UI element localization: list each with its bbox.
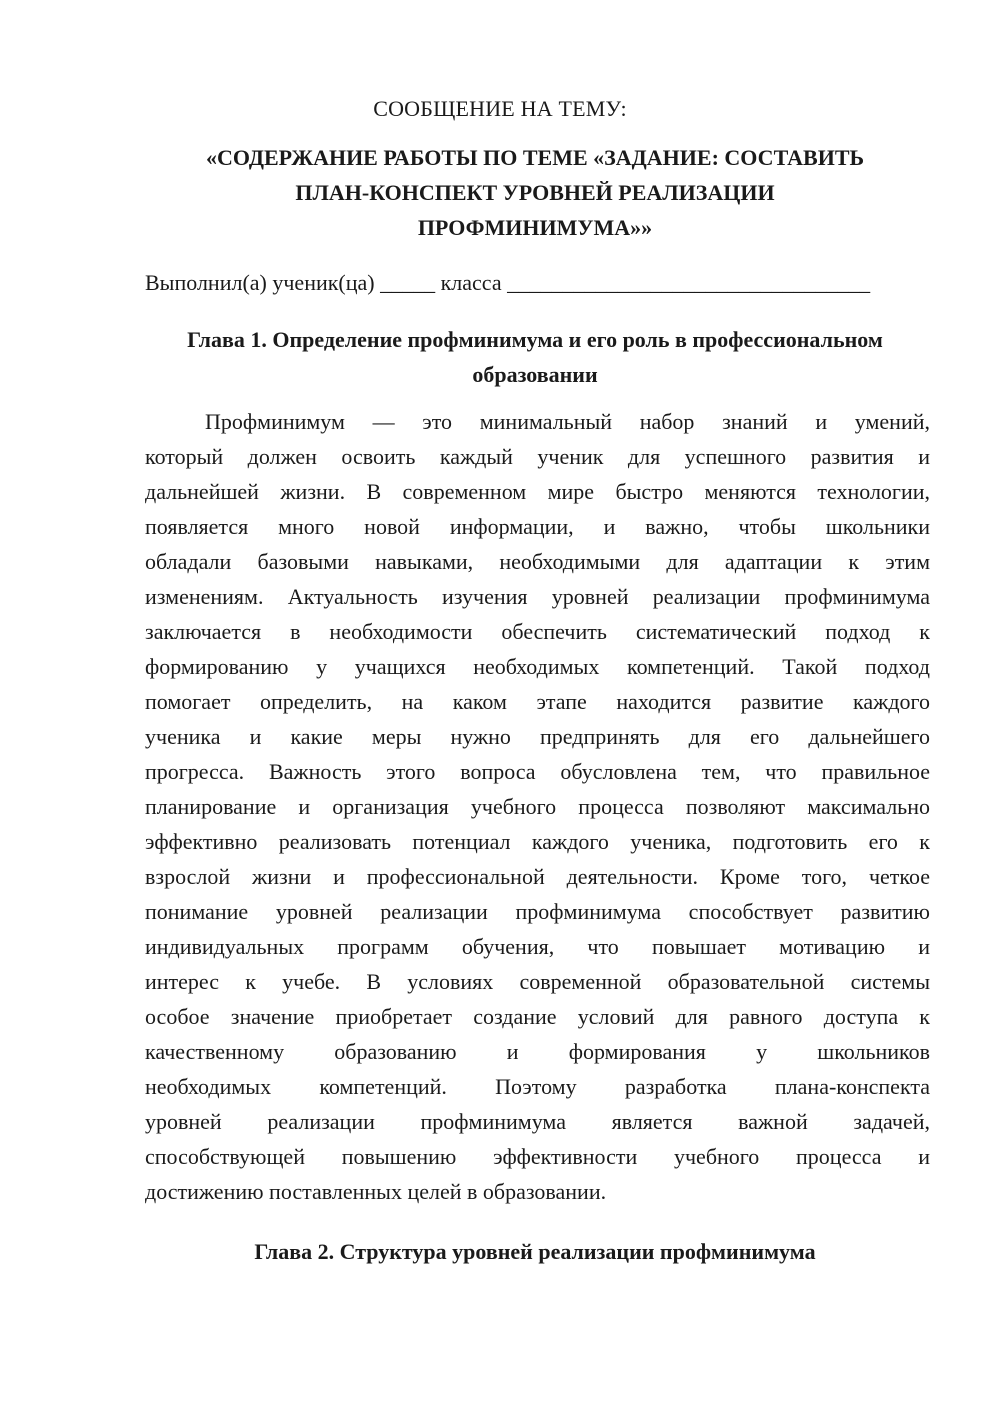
paragraph-line: прогресса. Важность этого вопроса обусловлена тем, что правильное bbox=[145, 759, 930, 784]
paragraph-line: появляется много новой информации, и важно, чтобы школьники bbox=[145, 514, 930, 539]
document-title bbox=[140, 140, 930, 245]
chapter1-heading-line: образовании bbox=[472, 362, 598, 387]
paragraph-line: изменениям. Актуальность изучения уровней реализации профминимума bbox=[145, 584, 930, 609]
paragraph-line: уровней реализации профминимума является важной задачей, bbox=[145, 1109, 930, 1134]
chapter1-heading-line: Глава 1. Определение профминимума и его роль в профессиональном bbox=[187, 327, 883, 352]
paragraph-line: качественному образованию и формирования у школьников bbox=[145, 1039, 930, 1064]
paragraph-line: Профминимум — это минимальный набор знаний и умений, bbox=[205, 409, 930, 434]
title-line: ПЛАН-КОНСПЕКТ УРОВНЕЙ РЕАЛИЗАЦИИ bbox=[295, 180, 775, 205]
paragraph-line: взрослой жизни и профессиональной деятельности. Кроме того, четкое bbox=[145, 864, 930, 889]
paragraph-line: планирование и организация учебного процесса позволяют максимально bbox=[145, 794, 930, 819]
paragraph-line: помогает определить, на каком этапе находится развитие каждого bbox=[145, 689, 930, 714]
paragraph-line: ученика и какие меры нужно предпринять для его дальнейшего bbox=[145, 724, 930, 749]
paragraph-line: эффективно реализовать потенциал каждого ученика, подготовить его к bbox=[145, 829, 930, 854]
paragraph-line: особое значение приобретает создание условий для равного доступа к bbox=[145, 1004, 930, 1029]
title-line: «СОДЕРЖАНИЕ РАБОТЫ ПО ТЕМЕ «ЗАДАНИЕ: СОСТАВИТЬ bbox=[205, 145, 865, 170]
paragraph-line: индивидуальных программ обучения, что повышает мотивацию и bbox=[145, 934, 930, 959]
title-line: ПРОФМИНИМУМА»» bbox=[417, 215, 653, 240]
chapter2-heading: Глава 2. Структура уровней реализации профминимума bbox=[254, 1239, 816, 1264]
paragraph-line: заключается в необходимости обеспечить систематический подход к bbox=[145, 619, 930, 644]
paragraph-line: дальнейшей жизни. В современном мире быстро меняются технологии, bbox=[145, 479, 930, 504]
paragraph-line: обладали базовыми навыками, необходимыми для адаптации к этим bbox=[145, 549, 930, 574]
paragraph-line: формированию у учащихся необходимых компетенций. Такой подход bbox=[145, 654, 930, 679]
header-label: СООБЩЕНИЕ НА ТЕМУ: bbox=[373, 96, 627, 121]
paragraph-line: достижению поставленных целей в образовании. bbox=[145, 1179, 607, 1204]
author-line: Выполнил(а) ученик(ца) _____ класса _________________________________ bbox=[145, 270, 871, 295]
chapter1-heading bbox=[140, 322, 930, 392]
paragraph-line: интерес к учебе. В условиях современной образовательной системы bbox=[145, 969, 930, 994]
paragraph-line: который должен освоить каждый ученик для успешного развития и bbox=[145, 444, 930, 469]
paragraph-line: необходимых компетенций. Поэтому разработка плана-конспекта bbox=[145, 1074, 930, 1099]
paragraph-line: способствующей повышению эффективности учебного процесса и bbox=[145, 1144, 930, 1169]
paragraph-line: понимание уровней реализации профминимума способствует развитию bbox=[145, 899, 930, 924]
